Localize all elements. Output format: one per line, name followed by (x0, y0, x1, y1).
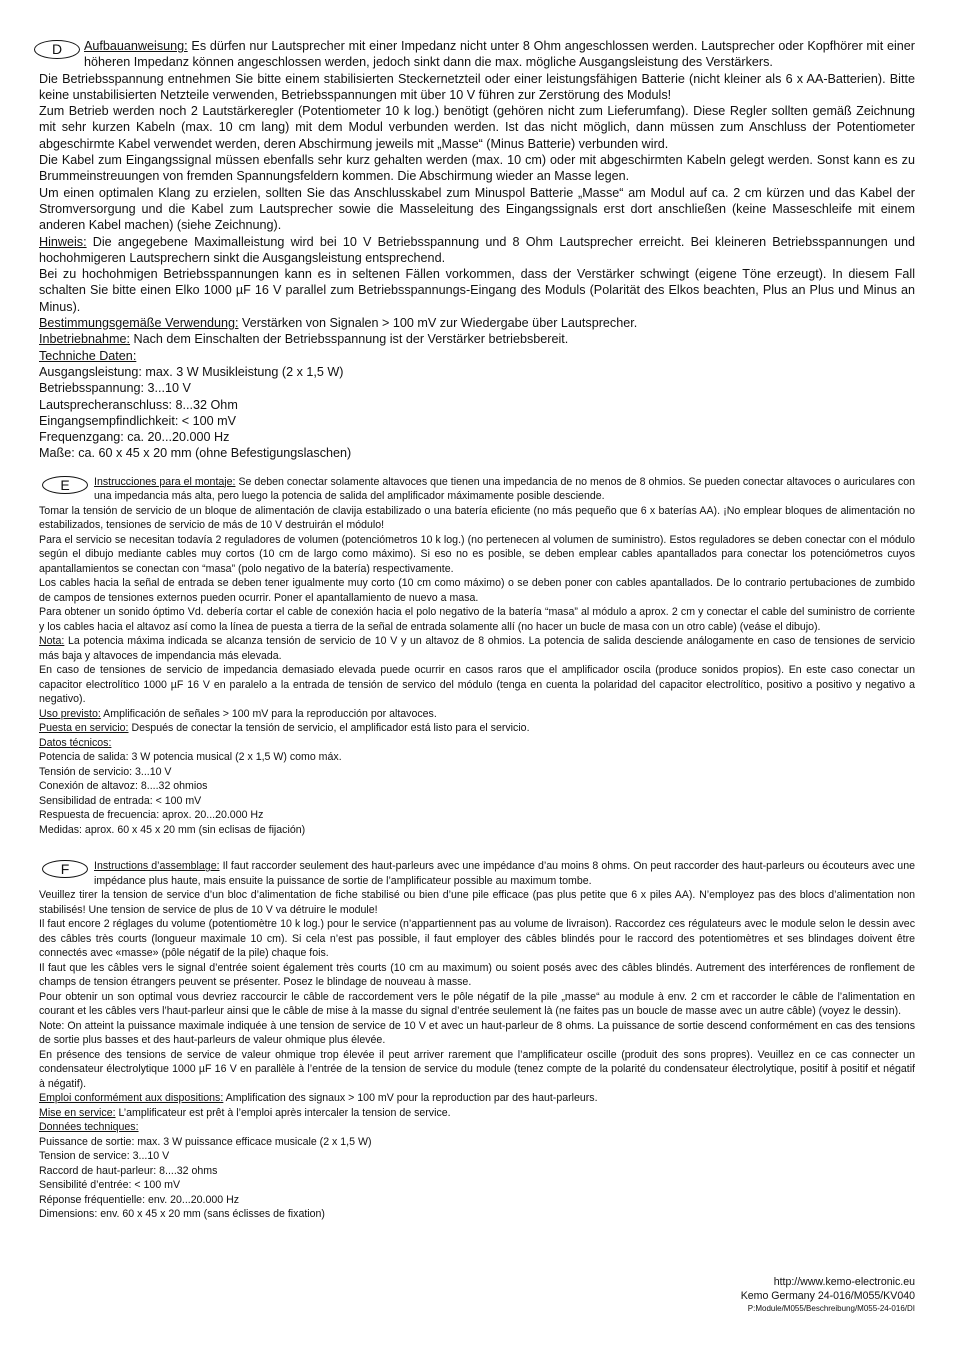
spec-item: Maße: ca. 60 x 45 x 20 mm (ohne Befestigungslaschen) (39, 446, 352, 461)
startup-heading: Mise en service: (39, 1106, 116, 1119)
paragraph: Los cables hacia la señal de entrada se deben tener igualmente muy corto (10 cm como máximo) o se deben poner con cables apantallados. De lo contrario pertubaciones de zumbido de campos de tensiones externos pueden ocurrir. Poner el apantallamiento de nuevo a masa. (39, 577, 915, 604)
note-text: La potencia máxima indicada se alcanza tensión de servicio de 10 V y un altavoz de 8 ohmios. La potencia de salida desciende análogamente en caso de tensiones de servicio más baja y altavoces de impendancia más elevada. (39, 635, 915, 662)
paragraph: Il faut que les câbles vers le signal d’entrée soient également très courts (10 cm au maximum) ou soient posés avec des câbles blindés. Autrement des interférences de ronflement de champs de tension étrangers peuvent se présenter. Posez le blindage de nouveau à masse. (39, 961, 915, 989)
spec-item: Ausgangsleistung: max. 3 W Musikleistung (2 x 1,5 W) (39, 364, 344, 379)
specs-heading: Données techniques: (39, 1121, 139, 1134)
note-paragraph (39, 234, 915, 267)
spec-item: Respuesta de frecuencia: aprox. 20...20.000 Hz (39, 809, 264, 822)
paragraph: En présence des tensions de service de valeur ohmique trop élevée il peut arriver rarement que l’amplificateur oscille (produit des sons propres). Veuillez en ce cas connecter un condensateur électrolytique 1000 µF 16 V en parallèle à l’entrée de la tension de service du module (tenez compte de la polarité du condensateur électrolytique, positif à positif et négatif à négatif). (39, 1048, 915, 1090)
specs-heading: Techniche Daten: (39, 348, 137, 363)
paragraph: Para obtener un sonido óptimo Vd. debería cortar el cable de conexión hacia el polo negativo de la batería “masa” al módulo a aprox. 2 cm y conectar el cable del suministro de corriente y los cables hacia el altavoz así como la línea de puesta a tierra de la señal de entrada solamente allí (no hacer un bucle de masa con un otro cable) (veáse el dibujo). (39, 606, 915, 633)
use-heading: Bestimmungsgemäße Verwendung: (39, 316, 239, 331)
spec-item: Frequenzgang: ca. 20...20.000 Hz (39, 430, 230, 445)
note-text: Die angegebene Maximalleistung wird bei 10 V Betriebsspannung und 8 Ohm Lautsprecher erreicht. Bei kleineren Betriebsspannungen und hochohmigeren Lautsprechern sinkt die Ausgangsleistung entsprechend. (39, 234, 915, 265)
startup-text: L’amplificateur est prêt à l’emploi après intercaler la tension de service. (115, 1106, 451, 1119)
note-heading: Hinweis: (39, 234, 87, 249)
intro-text: Es dürfen nur Lautsprecher mit einer Impedanz nicht unter 8 Ohm angeschlossen werden. Lautsprecher oder Kopfhörer mit einer höheren Impedanz können angeschlossen werden, jedoch sinkt dann die max. mögliche Ausgangsleistung des Verstärkers. (84, 39, 915, 70)
paragraph: Zum Betrieb werden noch 2 Lautstärkeregler (Potentiometer 10 k log.) benötigt (gehören nicht zum Lieferumfang). Diese Regler sollten gemäß Zeichnung mit sehr kurzen Kabeln (max. 10 cm lang) mit dem Modul verbunden werden. Ist das nicht möglich, dann müssen zum Anschluss der Potentiometer abgeschirmte Kabel verwendet werden, deren Abschirmung jeweils mit „Masse“ (Minus Batterie) verbunden wird. (39, 104, 915, 151)
intro-paragraph (39, 38, 915, 71)
paragraph: Tomar la tensión de servicio de un bloque de alimentación de clavija estabilizado o una batería eficiente (no más pequeño que 6 x baterías AA). ¡No emplear bloques de alimentación no estabilizados, tensiones de servicio de más de 10 V destruirán el módulo! (39, 504, 915, 532)
section-spanish (39, 475, 915, 838)
paragraph: Die Betriebsspannung entnehmen Sie bitte einem stabilisierten Steckernetzteil oder einer leistungsfähigen Batterie (nicht kleiner als 6 x AA-Batterien). Bitte keine unstabilisierten Netzteile verwenden, Betriebsspannungen mit über 10 V führen zur Zerstörung des Moduls! (39, 71, 915, 102)
use-text: Verstärken von Signalen > 100 mV zur Wiedergabe über Lautsprecher. (238, 316, 638, 331)
startup-paragraph (39, 1106, 915, 1121)
use-heading: Emploi conformément aux dispositions: (39, 1092, 224, 1105)
paragraph: Veuillez tirer la tension de service d’un bloc d’alimentation de fiche stabilisé ou bien d’une pile efficace (pas plus petite que 6 x piles AA). N’employez pas des blocs d’alimentation non stabilisés! Une tension de service de plus de 10 V va détruire le module! (39, 889, 915, 916)
startup-paragraph (39, 721, 915, 736)
use-paragraph (39, 315, 915, 331)
paragraph: Pour obtenir un son optimal vous devriez raccourcir le câble de raccordement vers le pôle négatif de la pile „masse“ au module à env. 2 cm et raccorder le câble de l’alimentation en courant et les câbles vers l’haut-parleur ainsi que le câble de mise à la masse du signal d’entrée seulement là (ne faites pas un boucle de masse avec un autre câble) (voyez le dessin). (39, 990, 915, 1018)
spec-item: Tension de service: 3...10 V (39, 1150, 170, 1163)
intro-text: Se deben conectar solamente altavoces que tienen una impedancia de no menos de 8 ohmios. Se pueden conectar altavoces o auriculares con una impedancia más alta, pero luego la potencia de salida del amplificador máximamente posible desciende. (94, 475, 915, 503)
spec-item: Dimensions: env. 60 x 45 x 20 mm (sans éclisses de fixation) (39, 1208, 325, 1221)
website-url: http://www.kemo-electronic.eu (773, 1276, 915, 1288)
specs-list (39, 348, 915, 462)
startup-text: Nach dem Einschalten der Betriebsspannung ist der Verstärker betriebsbereit. (130, 332, 569, 347)
file-path: P:Module/M055/Beschreibung/M055-24-016/DI (747, 1304, 915, 1313)
paragraph: Bei zu hochohmigen Betriebsspannungen kann es in seltenen Fällen vorkommen, dass der Verstärker schwingt (eigene Töne erzeugt). In diesem Fall schalten Sie bitte einen Elko 1000 µF 16 V parallel zum Betriebsspannungs-Eingang des Moduls (Polarität des Elkos beachten, Plus an Plus und Minus an Minus). (39, 267, 915, 314)
page-footer (741, 1276, 915, 1314)
use-paragraph (39, 1091, 915, 1106)
specs-heading: Datos técnicos: (39, 736, 112, 749)
use-paragraph (39, 707, 915, 722)
spec-item: Medidas: aprox. 60 x 45 x 20 mm (sin eclisas de fijación) (39, 823, 306, 836)
use-heading: Uso previsto: (39, 707, 101, 720)
note-heading: Nota: (39, 635, 65, 648)
language-badge-d: D (34, 40, 80, 59)
paragraph: Die Kabel zum Eingangssignal müssen ebenfalls sehr kurz gehalten werden (max. 10 cm) oder mit abgeschirmten Kabeln gelegt werden. Sonst kann es zu Brummeinstreuungen von fremden Spannungsfeldern kommen. Die Abschirmung wieder an Masse legen. (39, 153, 915, 184)
spec-item: Potencia de salida: 3 W potencia musical (2 x 1,5 W) como máx. (39, 751, 342, 764)
startup-heading: Puesta en servicio: (39, 722, 129, 735)
note-paragraph (39, 1019, 915, 1048)
company-code: Kemo Germany 24-016/M055/KV040 (740, 1289, 915, 1302)
paragraph: En caso de tensiones de servicio de impedancia demasiado elevada puede ocurrir en casos raros que el amplificador oscila (produce sonidos propios). En este caso conectar un capacitor electrolítico 1000 µF 16 V en paralelo a la entrada de tensión de servico del módulo (tenga en cuenta la polaridad del capacitor electrolítico, positivo a positivo y negativo a negativo). (39, 664, 915, 706)
section-french (39, 859, 915, 1222)
intro-paragraph (39, 475, 915, 504)
startup-paragraph (39, 331, 915, 347)
spec-item: Tensión de servicio: 3...10 V (39, 765, 172, 778)
startup-heading: Inbetriebnahme: (39, 332, 131, 347)
intro-paragraph (39, 859, 915, 888)
paragraph: Para el servicio se necesitan todavía 2 reguladores de volumen (potenciómetros 10 k log.) (no pertenecen al volumen de suministro). Estos reguladores se deben conectar con el módulo según el dibujo mediante cables muy cortos (10 cm de largo como máximo). Si eso no es posible, se deben emplear cables apantallados para conectar los potenciómetros cuyos apantallamientos se conectan con “masa” (polo negativo de la batería) respectivamente. (39, 533, 915, 575)
use-text: Amplification des signaux > 100 mV pour la reproduction par des haut-parleurs. (223, 1092, 598, 1105)
spec-item: Puissance de sortie: max. 3 W puissance efficace musicale (2 x 1,5 W) (39, 1135, 372, 1148)
spec-item: Sensibilidad de entrada: < 100 mV (39, 794, 202, 807)
paragraph: Um einen optimalen Klang zu erzielen, sollten Sie das Anschlusskabel zum Minuspol Batterie „Masse“ am Modul auf ca. 2 cm kürzen und das Kabel der Stromversorgung und die Kabel zum Lautsprecher sowie die Masseleitung des Eingangssignals erst dort anschließen (keine Masseschleife mit einem anderen Kabel machen) (siehe Zeichnung). (39, 185, 915, 233)
use-text: Amplificación de señales > 100 mV para la reproducción por altavoces. (100, 707, 437, 720)
spec-item: Lautsprecheranschluss: 8...32 Ohm (39, 397, 238, 412)
note-text: Note: On atteint la puissance maximale indiquée à une tension de service de 10 V et avec un haut-parleur de 8 ohms. La puissance de sortie descend conformément en cas des tensions de sortie plus basses et des haut-parleurs de valeur ohmique plus élevée. (39, 1019, 915, 1047)
section-german (39, 38, 915, 462)
intro-text: Il faut raccorder seulement des haut-parleurs avec une impédance d’au moins 8 ohms. On peut raccorder des haut-parleurs ou écouteurs avec une impédance plus haute, mais ensuite la puissance de sortie de l’amplificateur possible au maximum tombe. (94, 860, 915, 887)
specs-list (39, 1120, 915, 1222)
spec-item: Eingangsempfindlichkeit: < 100 mV (39, 413, 237, 428)
spec-item: Betriebsspannung: 3...10 V (39, 381, 191, 396)
spec-item: Réponse fréquentielle: env. 20...20.000 Hz (39, 1193, 240, 1206)
intro-heading: Aufbauanweisung: (84, 39, 188, 53)
startup-text: Después de conectar la tensión de servicio, el amplificador está listo para el servicio. (128, 722, 530, 735)
spec-item: Conexión de altavoz: 8....32 ohmios (39, 780, 208, 793)
spec-item: Sensibilité d’entrée: < 100 mV (39, 1179, 181, 1192)
spec-item: Raccord de haut-parleur: 8....32 ohms (39, 1164, 218, 1177)
intro-heading: Instrucciones para el montaje: (94, 475, 236, 488)
language-badge-e: E (42, 476, 88, 494)
note-paragraph (39, 634, 915, 663)
manual-page (39, 38, 915, 1222)
language-badge-f: F (42, 860, 88, 878)
paragraph: Il faut encore 2 réglages du volume (potentiomètre 10 k log.) pour le service (n’appartiennent pas au volume de livraison). Raccordez ces régulateurs avec le module selon le dessin avec des câbles très courts (longueur maximale 10 cm). Si cela n’est pas possible, il faut employer des câbles blindés pour le raccord des potentiomètres et ses blindages doivent être connectés avec «masse» (pôle négatif de la pile) chaque fois. (39, 918, 915, 960)
specs-list (39, 736, 915, 838)
intro-heading: Instructions d’assemblage: (94, 860, 220, 873)
